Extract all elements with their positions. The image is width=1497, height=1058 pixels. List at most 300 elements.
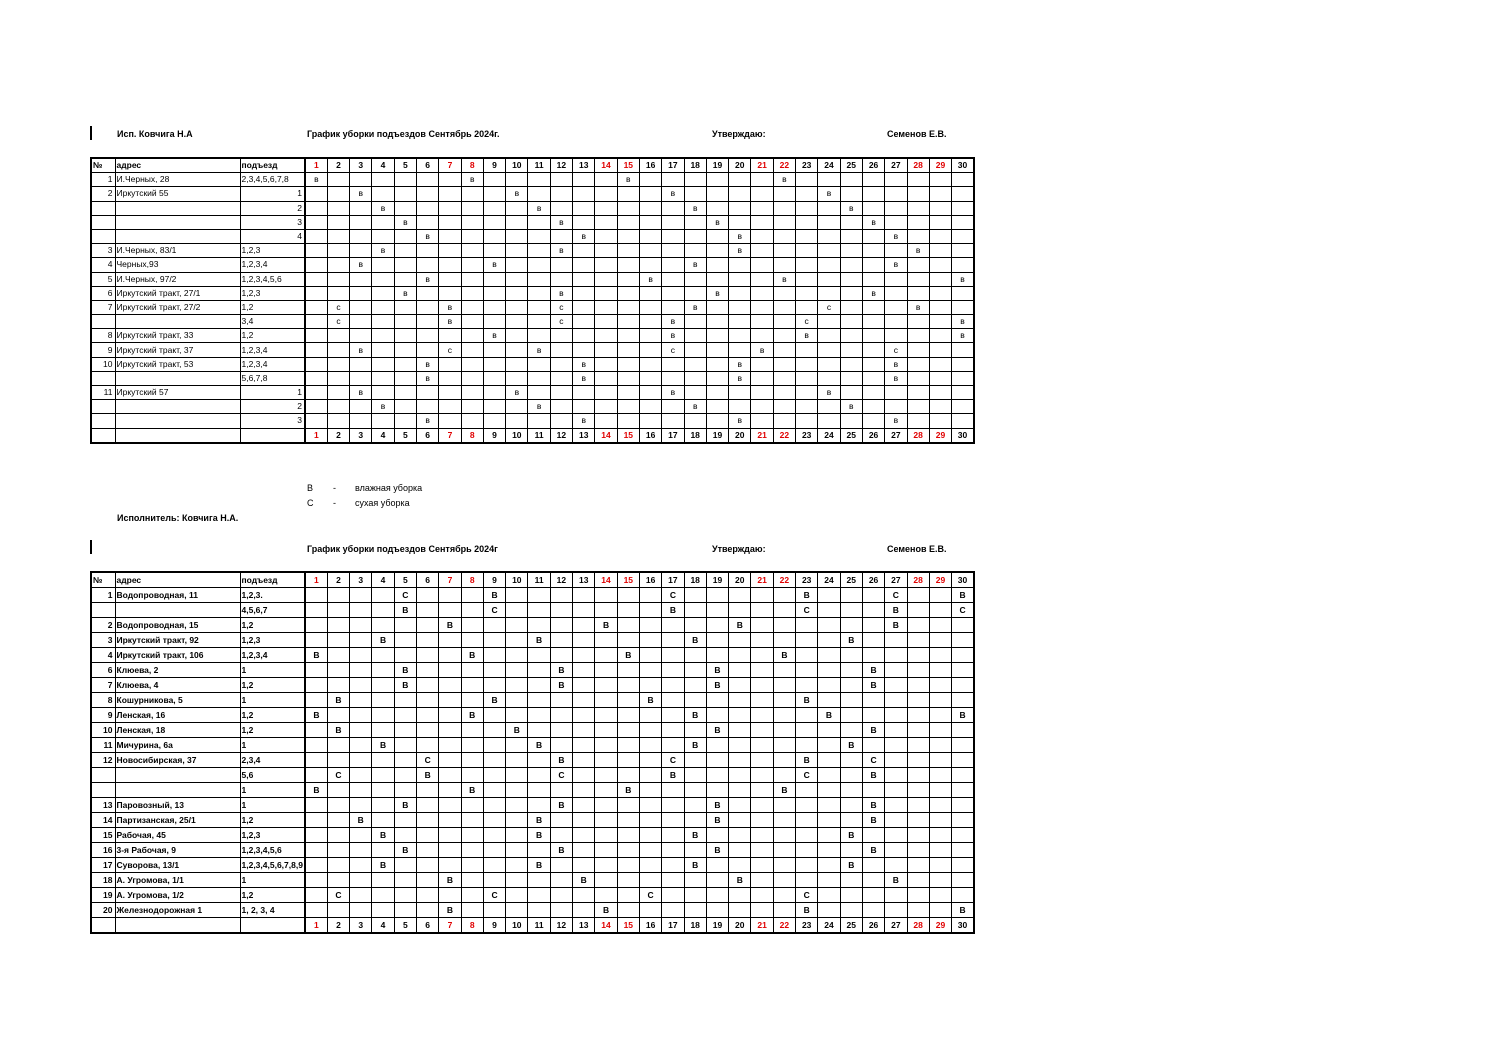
table-row bbox=[91, 903, 974, 918]
cleaning-mark: В bbox=[595, 903, 617, 918]
day-cell bbox=[706, 386, 728, 400]
day-cell bbox=[506, 828, 528, 843]
table-row bbox=[91, 258, 974, 272]
day-cell bbox=[461, 828, 483, 843]
row-address: Водопроводная, 15 bbox=[115, 618, 240, 633]
day-cell bbox=[394, 858, 416, 873]
day-cell bbox=[483, 783, 505, 798]
table-row bbox=[91, 272, 974, 286]
day-cell bbox=[528, 843, 550, 858]
day-cell bbox=[662, 357, 684, 371]
day-cell bbox=[818, 873, 840, 888]
day-cell bbox=[706, 903, 728, 918]
cleaning-mark: С bbox=[483, 603, 505, 618]
day-cell bbox=[773, 873, 795, 888]
cleaning-mark: В bbox=[528, 813, 550, 828]
day-cell bbox=[907, 738, 929, 753]
day-header-18: 18 bbox=[684, 158, 706, 173]
day-header-22: 22 bbox=[773, 428, 795, 443]
day-cell bbox=[461, 229, 483, 243]
day-cell bbox=[372, 723, 394, 738]
row-address: Иркутский тракт, 33 bbox=[115, 329, 240, 343]
day-cell bbox=[773, 768, 795, 783]
day-cell bbox=[639, 723, 661, 738]
approver-name-2: Семенов Е.В. bbox=[887, 544, 947, 554]
day-cell bbox=[929, 738, 951, 753]
day-cell bbox=[439, 588, 461, 603]
day-cell bbox=[506, 753, 528, 768]
cleaning-mark: в bbox=[751, 343, 773, 357]
day-cell bbox=[416, 708, 438, 723]
day-cell bbox=[550, 343, 572, 357]
day-cell bbox=[573, 329, 595, 343]
day-cell bbox=[818, 828, 840, 843]
day-cell bbox=[528, 272, 550, 286]
day-header-12: 12 bbox=[550, 158, 572, 173]
day-cell bbox=[773, 414, 795, 428]
day-cell bbox=[907, 768, 929, 783]
footer-address bbox=[115, 428, 240, 443]
day-cell bbox=[885, 201, 907, 215]
day-cell bbox=[506, 648, 528, 663]
day-cell bbox=[751, 386, 773, 400]
day-header-27: 27 bbox=[885, 572, 907, 588]
day-cell bbox=[439, 603, 461, 618]
day-cell bbox=[751, 414, 773, 428]
cleaning-mark: С bbox=[952, 603, 974, 618]
day-header-3: 3 bbox=[350, 572, 372, 588]
day-cell bbox=[439, 798, 461, 813]
footer-entrance bbox=[240, 918, 305, 934]
day-cell bbox=[684, 187, 706, 201]
day-cell bbox=[706, 708, 728, 723]
row-address: Новосибирская, 37 bbox=[115, 753, 240, 768]
row-num: 9 bbox=[91, 708, 115, 723]
cleaning-mark: В bbox=[796, 753, 818, 768]
day-cell bbox=[840, 678, 862, 693]
day-cell bbox=[506, 813, 528, 828]
row-address: Ленская, 16 bbox=[115, 708, 240, 723]
cleaning-mark: в bbox=[840, 201, 862, 215]
cleaning-mark: В bbox=[840, 633, 862, 648]
day-header-23: 23 bbox=[796, 918, 818, 934]
day-cell bbox=[595, 738, 617, 753]
day-cell bbox=[729, 603, 751, 618]
day-cell bbox=[305, 663, 327, 678]
footer-entrance bbox=[240, 428, 305, 443]
day-cell bbox=[617, 693, 639, 708]
cleaning-mark: В bbox=[952, 588, 974, 603]
day-cell bbox=[506, 300, 528, 314]
day-cell bbox=[350, 244, 372, 258]
cleaning-mark: В bbox=[706, 678, 728, 693]
day-cell bbox=[706, 187, 728, 201]
day-cell bbox=[439, 258, 461, 272]
day-header-10: 10 bbox=[506, 158, 528, 173]
day-cell bbox=[639, 588, 661, 603]
day-cell bbox=[461, 400, 483, 414]
day-cell bbox=[952, 300, 974, 314]
day-cell bbox=[506, 798, 528, 813]
table-row bbox=[91, 244, 974, 258]
day-cell bbox=[372, 300, 394, 314]
day-cell bbox=[483, 678, 505, 693]
table-row bbox=[91, 371, 974, 385]
day-cell bbox=[684, 371, 706, 385]
table-row bbox=[91, 858, 974, 873]
day-cell bbox=[350, 798, 372, 813]
day-cell bbox=[729, 693, 751, 708]
cleaning-mark: в bbox=[796, 329, 818, 343]
cleaning-mark: в bbox=[305, 173, 327, 187]
day-cell bbox=[862, 371, 884, 385]
table-header-row bbox=[91, 158, 974, 173]
day-cell bbox=[350, 357, 372, 371]
day-cell bbox=[461, 187, 483, 201]
cleaning-mark: В bbox=[952, 903, 974, 918]
day-cell bbox=[350, 201, 372, 215]
day-cell bbox=[528, 173, 550, 187]
day-cell bbox=[840, 244, 862, 258]
day-header-19: 19 bbox=[706, 428, 728, 443]
day-cell bbox=[706, 272, 728, 286]
cleaning-mark: с bbox=[327, 300, 349, 314]
day-cell bbox=[305, 371, 327, 385]
day-cell bbox=[684, 329, 706, 343]
day-cell bbox=[394, 708, 416, 723]
day-cell bbox=[639, 858, 661, 873]
day-cell bbox=[372, 258, 394, 272]
day-cell bbox=[372, 663, 394, 678]
day-cell bbox=[952, 783, 974, 798]
day-cell bbox=[617, 400, 639, 414]
day-header-27: 27 bbox=[885, 158, 907, 173]
row-entrance: 1,2,3 bbox=[240, 244, 305, 258]
row-entrance: 1,2,3 bbox=[240, 828, 305, 843]
day-cell bbox=[372, 843, 394, 858]
row-address bbox=[115, 414, 240, 428]
day-header-5: 5 bbox=[394, 158, 416, 173]
day-cell bbox=[461, 903, 483, 918]
cleaning-mark: в bbox=[952, 315, 974, 329]
day-cell bbox=[372, 315, 394, 329]
day-header-5: 5 bbox=[394, 918, 416, 934]
day-header-12: 12 bbox=[550, 428, 572, 443]
cleaning-mark: В bbox=[506, 723, 528, 738]
day-header-2: 2 bbox=[327, 918, 349, 934]
table-row bbox=[91, 678, 974, 693]
day-cell bbox=[952, 633, 974, 648]
day-cell bbox=[439, 272, 461, 286]
day-cell bbox=[617, 371, 639, 385]
day-cell bbox=[818, 400, 840, 414]
day-cell bbox=[394, 693, 416, 708]
cleaning-mark: С bbox=[327, 888, 349, 903]
day-cell bbox=[796, 229, 818, 243]
cleaning-mark: в bbox=[818, 187, 840, 201]
day-cell bbox=[706, 173, 728, 187]
cleaning-mark: В bbox=[372, 738, 394, 753]
day-header-22: 22 bbox=[773, 918, 795, 934]
cleaning-mark: в bbox=[350, 386, 372, 400]
day-cell bbox=[885, 783, 907, 798]
day-cell bbox=[528, 315, 550, 329]
day-cell bbox=[461, 738, 483, 753]
day-cell bbox=[773, 329, 795, 343]
day-header-17: 17 bbox=[662, 918, 684, 934]
day-cell bbox=[439, 386, 461, 400]
day-cell bbox=[461, 693, 483, 708]
row-entrance: 1,2,3. bbox=[240, 588, 305, 603]
day-cell bbox=[305, 603, 327, 618]
day-cell bbox=[706, 693, 728, 708]
day-cell bbox=[796, 400, 818, 414]
row-entrance: 1,2,3,4 bbox=[240, 357, 305, 371]
day-cell bbox=[773, 828, 795, 843]
cleaning-mark: В bbox=[461, 708, 483, 723]
cleaning-mark: В bbox=[439, 618, 461, 633]
day-cell bbox=[929, 663, 951, 678]
day-cell bbox=[751, 329, 773, 343]
day-cell bbox=[729, 187, 751, 201]
day-cell bbox=[550, 386, 572, 400]
day-cell bbox=[350, 272, 372, 286]
day-cell bbox=[595, 329, 617, 343]
day-cell bbox=[639, 315, 661, 329]
day-cell bbox=[729, 708, 751, 723]
day-cell bbox=[461, 315, 483, 329]
day-cell bbox=[528, 873, 550, 888]
cleaning-mark: в bbox=[729, 414, 751, 428]
day-cell bbox=[573, 588, 595, 603]
cleaning-mark: В bbox=[305, 708, 327, 723]
day-cell bbox=[305, 888, 327, 903]
cleaning-mark: В bbox=[862, 678, 884, 693]
day-cell bbox=[639, 768, 661, 783]
day-cell bbox=[662, 693, 684, 708]
day-cell bbox=[372, 187, 394, 201]
day-header-12: 12 bbox=[550, 918, 572, 934]
row-address: Иркутский 57 bbox=[115, 386, 240, 400]
day-cell bbox=[573, 693, 595, 708]
day-cell bbox=[528, 648, 550, 663]
day-cell bbox=[729, 768, 751, 783]
day-cell bbox=[818, 414, 840, 428]
day-header-22: 22 bbox=[773, 158, 795, 173]
day-cell bbox=[952, 371, 974, 385]
row-address: Клюева, 2 bbox=[115, 663, 240, 678]
day-header-15: 15 bbox=[617, 158, 639, 173]
day-cell bbox=[796, 272, 818, 286]
table-row bbox=[91, 286, 974, 300]
day-cell bbox=[528, 723, 550, 738]
day-cell bbox=[684, 414, 706, 428]
cleaning-mark: в bbox=[662, 329, 684, 343]
day-cell bbox=[773, 633, 795, 648]
day-cell bbox=[885, 648, 907, 663]
day-cell bbox=[439, 723, 461, 738]
cleaning-mark: В bbox=[305, 783, 327, 798]
row-num: 4 bbox=[91, 258, 115, 272]
table-row bbox=[91, 888, 974, 903]
day-cell bbox=[639, 708, 661, 723]
cleaning-mark: в bbox=[528, 343, 550, 357]
row-address bbox=[115, 371, 240, 385]
day-cell bbox=[350, 414, 372, 428]
day-cell bbox=[550, 783, 572, 798]
day-cell bbox=[885, 768, 907, 783]
table-row bbox=[91, 400, 974, 414]
day-cell bbox=[818, 258, 840, 272]
day-cell bbox=[416, 343, 438, 357]
cleaning-mark: В bbox=[773, 783, 795, 798]
day-cell bbox=[483, 708, 505, 723]
day-cell bbox=[885, 633, 907, 648]
cleaning-mark: в bbox=[617, 173, 639, 187]
day-cell bbox=[929, 888, 951, 903]
day-header-15: 15 bbox=[617, 428, 639, 443]
day-cell bbox=[773, 386, 795, 400]
day-cell bbox=[862, 272, 884, 286]
day-cell bbox=[885, 329, 907, 343]
row-address bbox=[115, 215, 240, 229]
day-cell bbox=[506, 329, 528, 343]
day-cell bbox=[818, 633, 840, 648]
cleaning-mark: С bbox=[796, 768, 818, 783]
cleaning-mark: В bbox=[729, 873, 751, 888]
day-cell bbox=[952, 873, 974, 888]
schedule-title-2: График уборки подъездов Сентябрь 2024г bbox=[307, 544, 498, 554]
day-header-18: 18 bbox=[684, 428, 706, 443]
cleaning-mark: В bbox=[617, 783, 639, 798]
day-cell bbox=[907, 400, 929, 414]
cleaning-mark: в bbox=[528, 400, 550, 414]
day-cell bbox=[907, 386, 929, 400]
day-cell bbox=[639, 173, 661, 187]
day-cell bbox=[840, 357, 862, 371]
day-cell bbox=[639, 678, 661, 693]
cleaning-mark: С bbox=[662, 588, 684, 603]
day-cell bbox=[862, 414, 884, 428]
row-num: 20 bbox=[91, 903, 115, 918]
day-cell bbox=[327, 663, 349, 678]
day-cell bbox=[639, 828, 661, 843]
day-cell bbox=[796, 678, 818, 693]
day-cell bbox=[751, 300, 773, 314]
day-header-1: 1 bbox=[305, 918, 327, 934]
cleaning-mark: В bbox=[617, 648, 639, 663]
day-header-28: 28 bbox=[907, 428, 929, 443]
executor-label-2: Исполнитель: Ковчига Н.А. bbox=[117, 513, 239, 523]
day-cell bbox=[929, 753, 951, 768]
cleaning-mark: в bbox=[706, 215, 728, 229]
day-cell bbox=[573, 173, 595, 187]
cleaning-mark: В bbox=[773, 648, 795, 663]
day-cell bbox=[439, 201, 461, 215]
day-cell bbox=[327, 258, 349, 272]
cleaning-mark: В bbox=[528, 633, 550, 648]
day-cell bbox=[595, 678, 617, 693]
day-cell bbox=[796, 618, 818, 633]
header-num: № bbox=[91, 158, 115, 173]
day-cell bbox=[818, 723, 840, 738]
day-cell bbox=[483, 315, 505, 329]
day-cell bbox=[327, 618, 349, 633]
day-cell bbox=[595, 201, 617, 215]
day-cell bbox=[305, 678, 327, 693]
row-entrance: 1,2 bbox=[240, 708, 305, 723]
day-cell bbox=[595, 400, 617, 414]
day-cell bbox=[751, 858, 773, 873]
day-cell bbox=[327, 753, 349, 768]
day-cell bbox=[862, 888, 884, 903]
cleaning-mark: с bbox=[550, 300, 572, 314]
day-cell bbox=[573, 738, 595, 753]
day-cell bbox=[350, 603, 372, 618]
day-cell bbox=[818, 618, 840, 633]
approved-label-1: Утверждаю: bbox=[712, 129, 766, 139]
day-cell bbox=[862, 903, 884, 918]
day-header-13: 13 bbox=[573, 918, 595, 934]
day-cell bbox=[639, 618, 661, 633]
cleaning-mark: В bbox=[952, 708, 974, 723]
cleaning-mark: С bbox=[394, 588, 416, 603]
day-cell bbox=[327, 400, 349, 414]
day-cell bbox=[573, 723, 595, 738]
day-cell bbox=[773, 603, 795, 618]
day-cell bbox=[662, 858, 684, 873]
day-cell bbox=[394, 244, 416, 258]
day-header-20: 20 bbox=[729, 158, 751, 173]
row-num bbox=[91, 371, 115, 385]
day-cell bbox=[729, 678, 751, 693]
day-cell bbox=[929, 873, 951, 888]
day-cell bbox=[706, 244, 728, 258]
day-cell bbox=[416, 244, 438, 258]
day-cell bbox=[751, 798, 773, 813]
day-header-10: 10 bbox=[506, 572, 528, 588]
day-cell bbox=[461, 244, 483, 258]
row-address bbox=[115, 603, 240, 618]
cleaning-mark: В bbox=[684, 828, 706, 843]
day-cell bbox=[706, 828, 728, 843]
day-cell bbox=[327, 828, 349, 843]
day-cell bbox=[751, 783, 773, 798]
day-cell bbox=[394, 343, 416, 357]
day-cell bbox=[684, 693, 706, 708]
cleaning-mark: В bbox=[461, 783, 483, 798]
cleaning-mark: в bbox=[350, 258, 372, 272]
cleaning-mark: В bbox=[684, 738, 706, 753]
day-cell bbox=[862, 400, 884, 414]
day-cell bbox=[350, 873, 372, 888]
cleaning-mark: В bbox=[528, 828, 550, 843]
cleaning-mark: В bbox=[394, 678, 416, 693]
day-cell bbox=[907, 813, 929, 828]
day-cell bbox=[595, 315, 617, 329]
row-entrance: 1,2 bbox=[240, 888, 305, 903]
day-cell bbox=[595, 663, 617, 678]
day-cell bbox=[550, 329, 572, 343]
row-entrance: 3,4 bbox=[240, 315, 305, 329]
day-cell bbox=[506, 618, 528, 633]
day-cell bbox=[818, 693, 840, 708]
day-cell bbox=[506, 633, 528, 648]
cleaning-mark: в bbox=[439, 315, 461, 329]
day-cell bbox=[952, 648, 974, 663]
day-cell bbox=[862, 315, 884, 329]
day-cell bbox=[439, 414, 461, 428]
